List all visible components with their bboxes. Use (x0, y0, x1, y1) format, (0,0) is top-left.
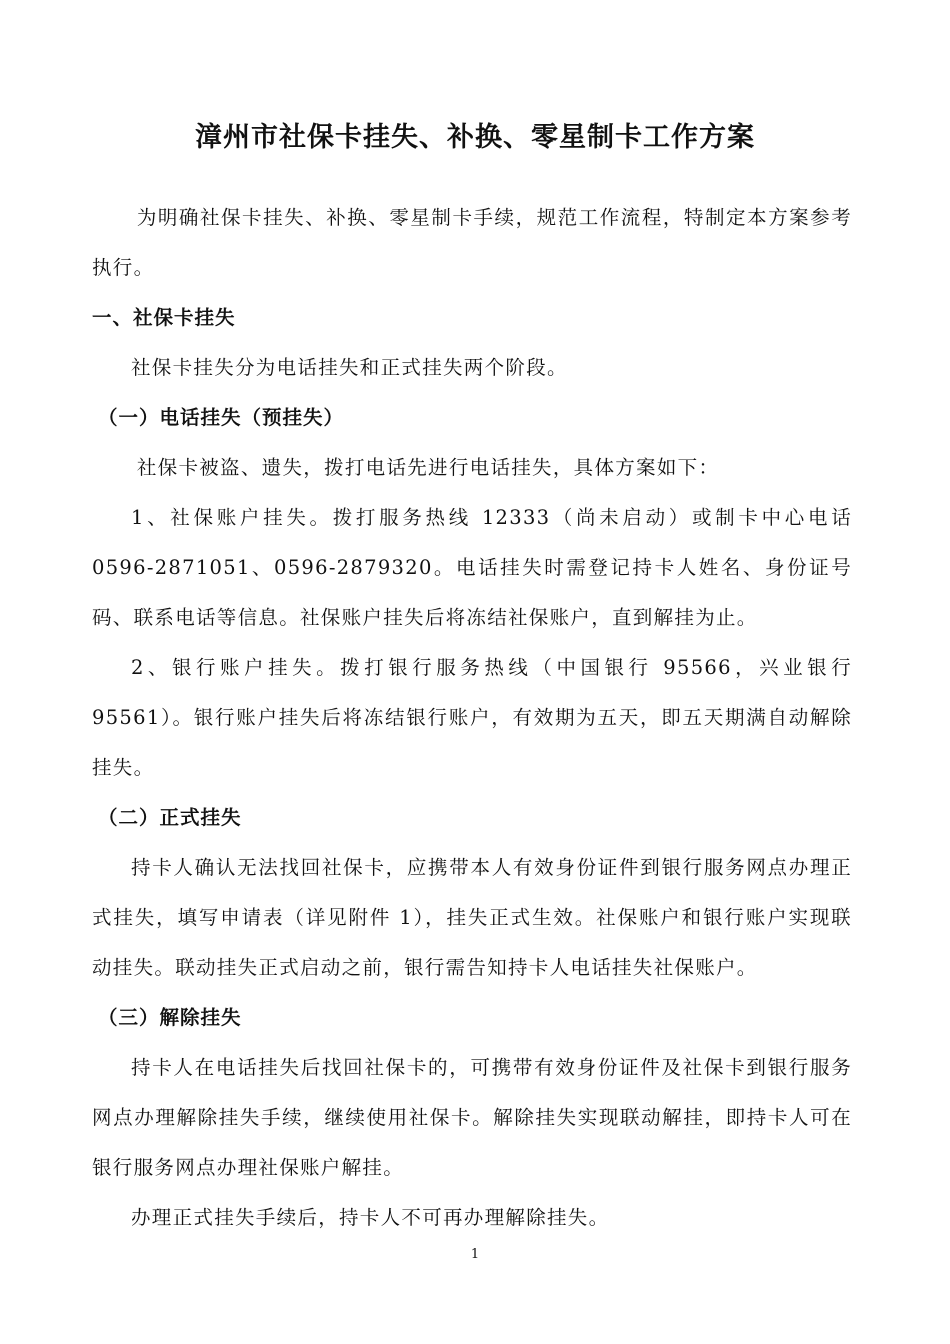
cancel-loss-paragraph: 持卡人在电话挂失后找回社保卡的，可携带有效身份证件及社保卡到银行服务网点办理解除挂失手续，继续使用社保卡。解除挂失实现联动解挂，即持卡人可在银行服务网点办理社保账户解挂。 (92, 1056, 852, 1179)
subsection-heading-cancel-loss: （三）解除挂失 (98, 1006, 242, 1029)
subsection-heading-phone-loss: （一）电话挂失（预挂失） (98, 406, 345, 429)
section-heading-1: 一、社保卡挂失 (92, 306, 236, 329)
intro-paragraph: 为明确社保卡挂失、补换、零星制卡手续，规范工作流程，特制定本方案参考执行。 (92, 206, 852, 279)
list-item-social-account: 1、社保账户挂失。拨打服务热线 12333（尚未启动）或制卡中心电话 0596-2871051、0596-2879320。电话挂失时需登记持卡人姓名、身份证号码、联系电话等信息。社保账户挂失后将冻结社保账户，直到解挂为止。 (92, 506, 852, 629)
document-title: 漳州市社保卡挂失、补换、零星制卡工作方案 (195, 122, 755, 153)
list-item-bank-account: 2、银行账户挂失。拨打银行服务热线（中国银行 95566，兴业银行 95561）。银行账户挂失后将冻结银行账户，有效期为五天，即五天期满自动解除挂失。 (92, 656, 852, 779)
phone-loss-paragraph: 社保卡被盗、遗失，拨打电话先进行电话挂失，具体方案如下： (136, 456, 720, 479)
page-number: 1 (470, 1247, 480, 1262)
document-body (92, 193, 852, 1243)
subsection-heading-formal-loss: （二）正式挂失 (98, 806, 242, 829)
section-1-paragraph: 社保卡挂失分为电话挂失和正式挂失两个阶段。 (131, 356, 568, 379)
cancel-loss-note: 办理正式挂失手续后，持卡人不可再办理解除挂失。 (131, 1206, 610, 1229)
formal-loss-paragraph: 持卡人确认无法找回社保卡，应携带本人有效身份证件到银行服务网点办理正式挂失，填写申请表（详见附件 1），挂失正式生效。社保账户和银行账户实现联动挂失。联动挂失正式启动之前，银行需告知持卡人电话挂失社保账户。 (92, 856, 852, 979)
